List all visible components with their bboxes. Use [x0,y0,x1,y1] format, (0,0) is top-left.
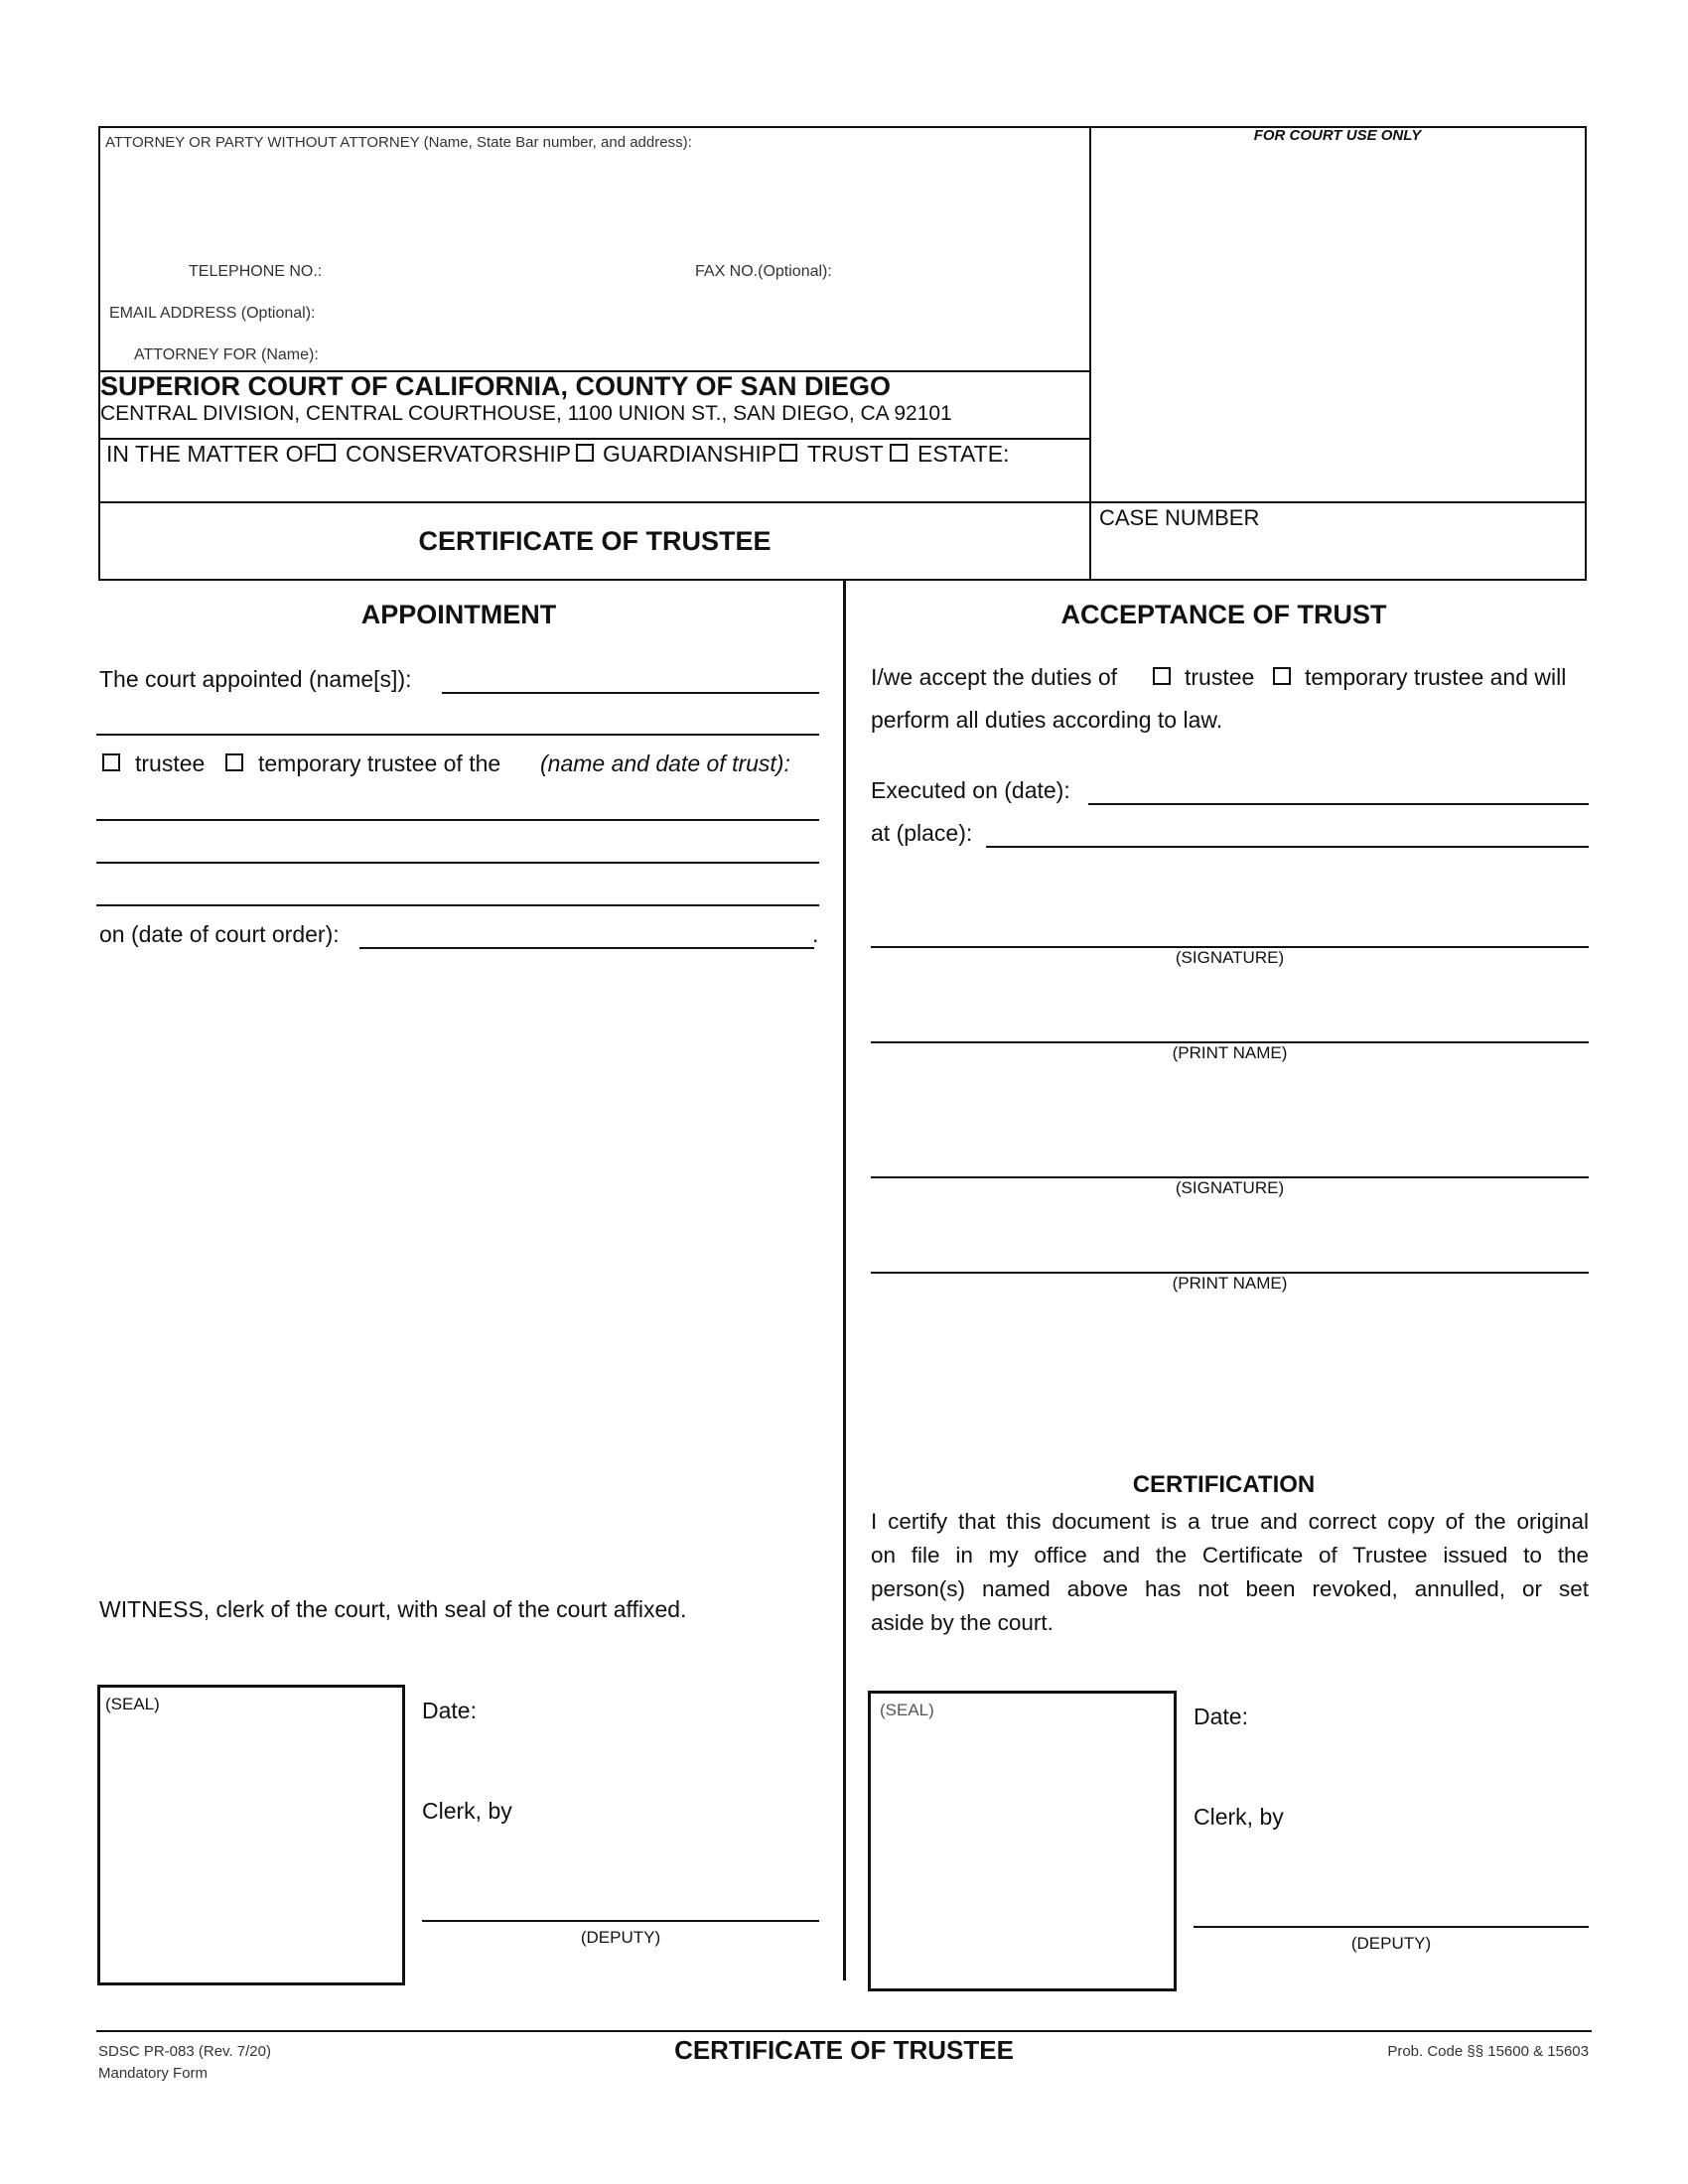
signature-caption-2: (SIGNATURE) [1175,1178,1285,1197]
temp-trustee-checkbox[interactable] [225,753,243,771]
rule [98,438,1091,440]
accept-duties-label: I/we accept the duties of [871,664,1118,690]
seal-box-right [868,1691,1177,1991]
column-divider [843,581,846,1980]
temp-trustee-label: temporary trustee of the [258,751,501,776]
accept-temp-label: temporary trustee and will [1305,664,1567,690]
seal-label-right: (SEAL) [880,1701,934,1719]
accept-trustee-checkbox[interactable] [1153,667,1171,685]
trustee-label: trustee [135,751,206,776]
court-address: CENTRAL DIVISION, CENTRAL COURTHOUSE, 1100 UNION ST., SAN DIEGO, CA 92101 [100,402,952,425]
guardianship-checkbox[interactable] [576,444,594,462]
telephone-label: TELEPHONE NO.: [189,263,323,280]
acceptance-heading: ACCEPTANCE OF TRUST [1060,600,1387,629]
appointment-heading: APPOINTMENT [360,600,557,629]
print-name-caption-2: (PRINT NAME) [1172,1274,1288,1293]
at-place-field[interactable] [986,846,1589,848]
executed-on-field[interactable] [1088,803,1589,805]
date-label-right: Date: [1194,1704,1248,1729]
trust-name-field-2[interactable] [96,862,819,864]
deputy-caption-right: (DEPUTY) [1350,1934,1432,1953]
certification-heading: CERTIFICATION [1132,1471,1316,1498]
matter-of-label: IN THE MATTER OF [106,441,318,467]
rule [98,501,1587,503]
certification-text [871,1505,1589,1640]
case-number-label: CASE NUMBER [1099,505,1260,530]
trust-name-field[interactable] [96,819,819,821]
attorney-label: ATTORNEY OR PARTY WITHOUT ATTORNEY (Name, State Bar number, and address): [105,134,692,151]
appointed-name-field[interactable] [442,692,819,694]
trustee-checkbox[interactable] [102,753,120,771]
executed-on-label: Executed on (date): [871,777,1070,803]
caption-divider [1089,126,1091,581]
prob-code: Prob. Code §§ 15600 & 15603 [1387,2043,1589,2060]
certification-line-4: aside by the court. [871,1610,1054,1635]
form-title: CERTIFICATE OF TRUSTEE [418,526,772,556]
signature-caption-1: (SIGNATURE) [1175,948,1285,967]
footer-rule [96,2030,1592,2032]
trust-checkbox[interactable] [779,444,797,462]
court-order-date-field[interactable] [359,947,814,949]
witness-statement: WITNESS, clerk of the court, with seal of the court affixed. [99,1596,687,1622]
period: . [812,921,819,947]
appointed-name-field-2[interactable] [96,734,819,736]
court-name: SUPERIOR COURT OF CALIFORNIA, COUNTY OF SAN DIEGO [100,371,892,401]
certification-line-3: person(s) named above has not been revoked, annulled, or set [871,1576,1589,1601]
date-label-left: Date: [422,1698,477,1723]
estate-checkbox[interactable] [890,444,908,462]
mandatory-form: Mandatory Form [98,2065,209,2082]
court-appointed-label: The court appointed (name[s]): [99,666,412,692]
accept-temp-checkbox[interactable] [1273,667,1291,685]
name-date-trust-label: (name and date of trust): [540,751,790,776]
email-label: EMAIL ADDRESS (Optional): [109,305,316,322]
certification-line-2: on file in my office and the Certificate of Trustee issued to the [871,1543,1589,1568]
deputy-signature-right[interactable] [1194,1926,1589,1928]
fax-label: FAX NO.(Optional): [695,263,832,280]
seal-box-left [97,1685,405,1985]
certification-line-1: I certify that this document is a true and correct copy of the original [871,1509,1589,1534]
court-order-date-label: on (date of court order): [99,921,340,947]
seal-label-left: (SEAL) [105,1695,160,1713]
footer-title: CERTIFICATE OF TRUSTEE [674,2035,1014,2065]
guardianship-label: GUARDIANSHIP [603,441,777,467]
attorney-for-label: ATTORNEY FOR (Name): [134,346,319,363]
court-use-label: FOR COURT USE ONLY [1253,127,1422,144]
at-place-label: at (place): [871,820,973,846]
caption-box [98,126,1587,581]
accept-trustee-label: trustee [1185,664,1255,690]
clerk-by-left: Clerk, by [422,1798,512,1824]
trust-name-field-3[interactable] [96,904,819,906]
conservatorship-label: CONSERVATORSHIP [346,441,572,467]
deputy-caption-left: (DEPUTY) [580,1928,661,1947]
clerk-by-right: Clerk, by [1194,1804,1284,1830]
print-name-caption-1: (PRINT NAME) [1172,1043,1288,1062]
trust-label: TRUST [807,441,884,467]
estate-label: ESTATE: [917,441,1010,467]
deputy-signature-left[interactable] [422,1920,819,1922]
form-number: SDSC PR-083 (Rev. 7/20) [98,2043,271,2060]
perform-duties-text: perform all duties according to law. [871,707,1223,733]
conservatorship-checkbox[interactable] [318,444,336,462]
